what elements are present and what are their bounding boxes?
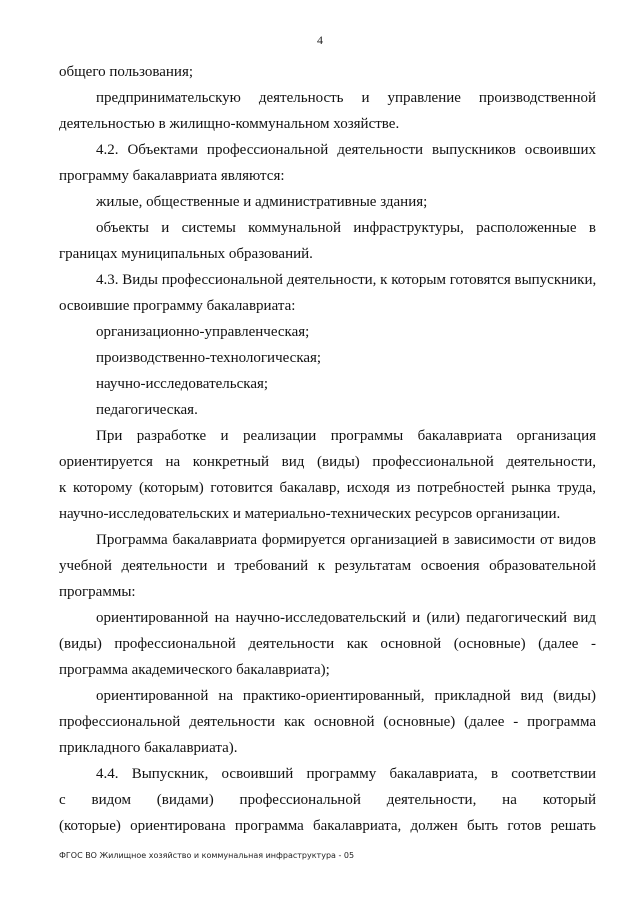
text-line: программы:	[59, 584, 136, 600]
text-line: 4.4. Выпускник, освоивший программу бакалавриата, в соответствии	[96, 766, 596, 782]
text-line: учебной деятельности и требований к результатам освоения образовательной	[59, 558, 596, 574]
text-line: освоившие программу бакалавриата:	[59, 298, 296, 314]
text-line: Программа бакалавриата формируется организацией в зависимости от видов	[96, 532, 596, 548]
text-line: педагогическая.	[96, 402, 198, 418]
text-line: деятельностью в жилищно-коммунальном хозяйстве.	[59, 116, 400, 132]
text-line: 4.2. Объектами профессиональной деятельности выпускников освоивших	[96, 142, 596, 158]
text-line: ориентированной на научно-исследовательский и (или) педагогический вид	[96, 610, 596, 626]
text-line: При разработке и реализации программы бакалавриата организация	[96, 428, 596, 444]
text-line: (виды) профессиональной деятельности как основной (основные) (далее -	[59, 636, 596, 652]
page-number: 4	[317, 33, 323, 47]
text-line: предпринимательскую деятельность и управление производственной	[96, 90, 596, 106]
text-line: (которые) ориентирована программа бакалавриата, должен быть готов решать	[59, 818, 596, 834]
text-line: прикладного бакалавриата).	[59, 740, 238, 756]
text-line: организационно-управленческая;	[96, 324, 310, 340]
text-line: границах муниципальных образований.	[59, 246, 313, 262]
text-line: производственно-технологическая;	[96, 350, 322, 366]
text-line: научно-исследовательских и материально-технических ресурсов организации.	[59, 506, 561, 522]
text-line: с видом (видами) профессиональной деятельности, на который	[59, 792, 596, 808]
text-line: профессиональной деятельности как основной (основные) (далее - программа	[59, 714, 596, 730]
text-line: жилые, общественные и административные здания;	[96, 194, 428, 210]
text-line: ориентированной на практико-ориентированный, прикладной вид (виды)	[96, 688, 596, 704]
text-line: 4.3. Виды профессиональной деятельности, к которым готовятся выпускники,	[96, 272, 596, 288]
page-footer: ФГОС ВО Жилищное хозяйство и коммунальная инфраструктура - 05	[59, 851, 355, 860]
text-line: объекты и системы коммунальной инфраструктуры, расположенные в	[96, 220, 596, 236]
text-line: программу бакалавриата являются:	[59, 168, 285, 184]
text-line: ориентируется на конкретный вид (виды) профессиональной деятельности,	[59, 454, 596, 470]
text-line: к которому (которым) готовится бакалавр, исходя из потребностей рынка труда,	[59, 480, 596, 496]
text-line: научно-исследовательская;	[96, 376, 269, 392]
text-line: программа академического бакалавриата);	[59, 662, 330, 678]
text-line: общего пользования;	[59, 64, 194, 80]
